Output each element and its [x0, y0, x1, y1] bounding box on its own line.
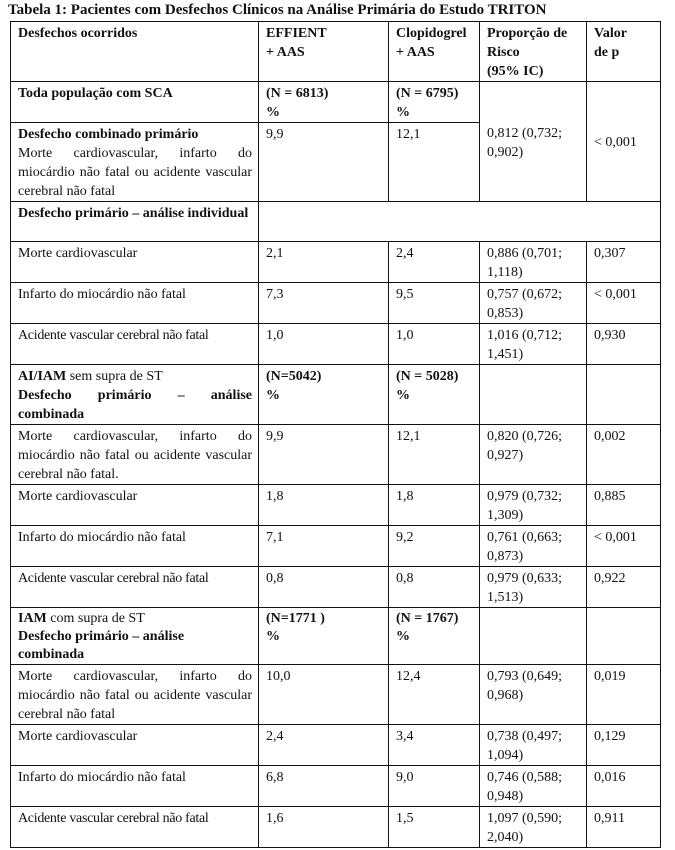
empty-cell — [587, 365, 661, 425]
header-hazard-ratio — [480, 22, 587, 82]
hr-value: 0,979 (0,732; 1,309) — [480, 485, 587, 526]
clopi-value: 12,1 — [389, 425, 480, 485]
section2-effient-n — [259, 365, 389, 425]
effient-value: 1,8 — [259, 485, 389, 526]
p-value: < 0,001 — [587, 283, 661, 324]
effient-unit: % — [266, 105, 280, 120]
clopi-unit: % — [396, 105, 410, 120]
effient-n: (N=5042) — [266, 369, 322, 384]
p-value: 0,129 — [587, 725, 661, 766]
effient-value: 6,8 — [259, 766, 389, 807]
header-effient-line1: EFFIENT — [266, 26, 327, 41]
empty-cell — [480, 608, 587, 665]
effient-value: 1,0 — [259, 324, 389, 365]
p-value: 0,911 — [587, 807, 661, 848]
section3-label-rest: com supra de ST — [46, 611, 145, 626]
table-row — [11, 526, 661, 567]
clopi-value: 9,2 — [389, 526, 480, 567]
header-hr-line2: Risco — [487, 45, 520, 60]
section2-label — [11, 365, 259, 425]
table-row — [11, 283, 661, 324]
hr-value: 0,886 (0,701; 1,118) — [480, 242, 587, 283]
table-row — [11, 766, 661, 807]
section1-clopi-n — [389, 82, 480, 123]
outcome-label: Acidente vascular cerebral não fatal — [11, 324, 259, 365]
clopi-value: 2,4 — [389, 242, 480, 283]
table-row — [11, 242, 661, 283]
p-value: 0,019 — [587, 665, 661, 725]
p-value: 0,922 — [587, 567, 661, 608]
section-row — [11, 365, 661, 425]
table-row — [11, 807, 661, 848]
hr-value: 0,746 (0,588; 0,948) — [480, 766, 587, 807]
outcome-label: Infarto do miocárdio não fatal — [11, 283, 259, 324]
section3-label — [11, 608, 259, 665]
header-p-value — [587, 22, 661, 82]
header-p-line1: Valor — [594, 26, 627, 41]
effient-value: 9,9 — [259, 425, 389, 485]
clopi-unit: % — [396, 388, 410, 403]
hr-value: 0,757 (0,672; 0,853) — [480, 283, 587, 324]
empty-merged-cell — [259, 202, 661, 242]
table-row — [11, 665, 661, 725]
section-row — [11, 608, 661, 665]
p-value: 0,885 — [587, 485, 661, 526]
section1-individual-label: Desfecho primário – análise individual — [11, 202, 259, 242]
section2-label-rest: sem supra de ST — [66, 369, 163, 384]
clopi-n: (N = 1767) — [396, 611, 459, 626]
outcome-label: Acidente vascular cerebral não fatal — [11, 807, 259, 848]
outcome-label: Morte cardiovascular, infarto do miocárdio não fatal ou acidente vascular cerebral não fatal — [11, 665, 259, 725]
clopi-value: 3,4 — [389, 725, 480, 766]
section1-combined-hr: 0,812 (0,732; 0,902) — [480, 82, 587, 202]
p-value: 0,930 — [587, 324, 661, 365]
hr-value: 0,761 (0,663; 0,873) — [480, 526, 587, 567]
combined-outcome-title: Desfecho combinado primário — [18, 127, 199, 142]
clopi-value: 12,4 — [389, 665, 480, 725]
section3-label-bold: IAM — [18, 611, 47, 626]
table-row — [11, 425, 661, 485]
outcome-label: Morte cardiovascular — [11, 485, 259, 526]
clopi-n: (N = 6795) — [396, 86, 459, 101]
header-row — [11, 22, 661, 82]
header-hr-line3: (95% IC) — [487, 64, 544, 79]
section3-clopi-n — [389, 608, 480, 665]
hr-value: 1,097 (0,590; 2,040) — [480, 807, 587, 848]
effient-unit: % — [266, 629, 280, 644]
outcome-label: Infarto do miocárdio não fatal — [11, 526, 259, 567]
outcome-label: Morte cardiovascular — [11, 242, 259, 283]
hr-value: 0,793 (0,649; 0,968) — [480, 665, 587, 725]
section2-sublabel: Desfecho primário – análise combinada — [18, 388, 252, 422]
header-effient-line2: + AAS — [266, 45, 305, 60]
clopi-value: 9,0 — [389, 766, 480, 807]
header-effient — [259, 22, 389, 82]
section-row — [11, 82, 661, 123]
header-clopidogrel — [389, 22, 480, 82]
header-outcomes-label: Desfechos ocorridos — [18, 26, 138, 41]
hr-value: 1,016 (0,712; 1,451) — [480, 324, 587, 365]
table-title: Tabela 1: Pacientes com Desfechos Clínicos na Análise Primária do Estudo TRITON — [8, 2, 547, 18]
combined-outcome-desc: Morte cardiovascular, infarto do miocárdio não fatal ou acidente vascular cerebral não fatal — [18, 146, 252, 199]
section1-combined-p: < 0,001 — [587, 82, 661, 202]
table-row — [11, 485, 661, 526]
header-outcomes — [11, 22, 259, 82]
section2-label-bold: AI/IAM — [18, 369, 67, 384]
outcome-label: Morte cardiovascular, infarto do miocárdio não fatal ou acidente vascular cerebral não fatal. — [11, 425, 259, 485]
triton-outcomes-table — [10, 21, 661, 848]
header-clopidogrel-line2: + AAS — [396, 45, 435, 60]
p-value: 0,002 — [587, 425, 661, 485]
header-hr-line1: Proporção de — [487, 26, 568, 41]
clopi-unit: % — [396, 629, 410, 644]
outcome-label: Acidente vascular cerebral não fatal — [11, 567, 259, 608]
p-value: 0,016 — [587, 766, 661, 807]
clopi-value: 0,8 — [389, 567, 480, 608]
effient-n: (N=1771 ) — [266, 611, 325, 626]
effient-value: 10,0 — [259, 665, 389, 725]
subsection-row — [11, 202, 661, 242]
hr-value: 0,979 (0,633; 1,513) — [480, 567, 587, 608]
effient-value: 7,1 — [259, 526, 389, 567]
effient-value: 2,4 — [259, 725, 389, 766]
clopi-value: 1,8 — [389, 485, 480, 526]
p-value: < 0,001 — [587, 526, 661, 567]
table-row — [11, 725, 661, 766]
section3-effient-n — [259, 608, 389, 665]
effient-value: 7,3 — [259, 283, 389, 324]
section1-label: Toda população com SCA — [11, 82, 259, 123]
effient-unit: % — [266, 388, 280, 403]
p-value: 0,307 — [587, 242, 661, 283]
table-row — [11, 324, 661, 365]
hr-value: 0,820 (0,726; 0,927) — [480, 425, 587, 485]
header-clopidogrel-line1: Clopidogrel — [396, 26, 467, 41]
clopi-value: 1,5 — [389, 807, 480, 848]
effient-n: (N = 6813) — [266, 86, 329, 101]
empty-cell — [480, 365, 587, 425]
section2-clopi-n — [389, 365, 480, 425]
section1-effient-n — [259, 82, 389, 123]
section1-combined-clopi: 12,1 — [389, 123, 480, 202]
section1-combined-outcome — [11, 123, 259, 202]
outcome-label: Infarto do miocárdio não fatal — [11, 766, 259, 807]
hr-value: 0,738 (0,497; 1,094) — [480, 725, 587, 766]
clopi-n: (N = 5028) — [396, 369, 459, 384]
effient-value: 2,1 — [259, 242, 389, 283]
section3-sublabel: Desfecho primário – análise combinada — [18, 629, 185, 662]
table-row — [11, 567, 661, 608]
effient-value: 1,6 — [259, 807, 389, 848]
empty-cell — [587, 608, 661, 665]
clopi-value: 1,0 — [389, 324, 480, 365]
effient-value: 0,8 — [259, 567, 389, 608]
section1-combined-effient: 9,9 — [259, 123, 389, 202]
header-p-line2: de p — [594, 45, 620, 60]
outcome-label: Morte cardiovascular — [11, 725, 259, 766]
clopi-value: 9,5 — [389, 283, 480, 324]
